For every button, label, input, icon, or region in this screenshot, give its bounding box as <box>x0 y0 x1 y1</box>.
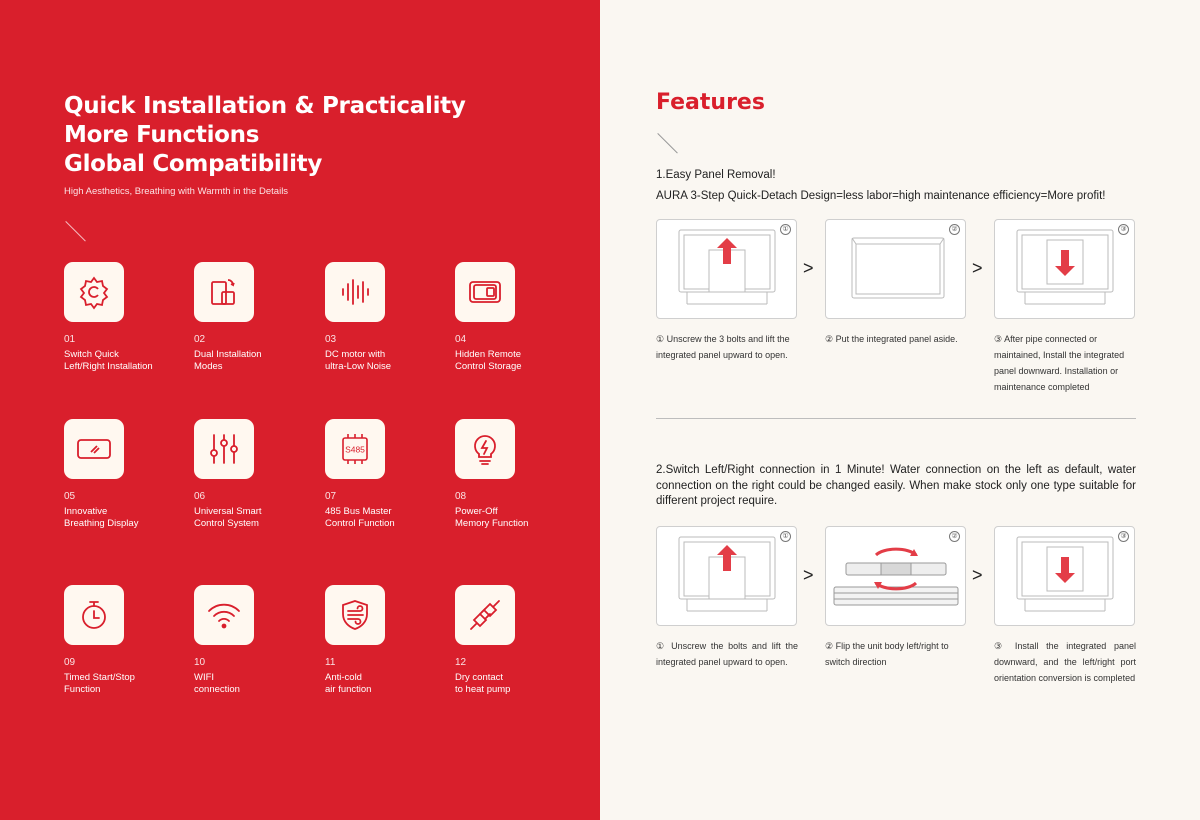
shield-wind-icon <box>325 585 385 645</box>
chevron-right-icon: > <box>972 565 983 585</box>
step-marker: ② <box>949 531 960 542</box>
feature-number: 01 <box>64 334 76 345</box>
feature-number: 04 <box>455 334 467 345</box>
features-title: Features <box>656 90 765 115</box>
feature-02 <box>194 262 314 373</box>
feature-11 <box>325 585 445 696</box>
feature-label: Dry contact to heat pump <box>455 672 511 695</box>
feature-03 <box>325 262 445 373</box>
feature-number: 12 <box>455 657 467 668</box>
step-marker: ② <box>949 224 960 235</box>
sliders-icon <box>194 419 254 479</box>
feature-number: 03 <box>325 334 337 345</box>
feature-number: 10 <box>194 657 206 668</box>
feature-label: Universal Smart Control System <box>194 506 262 529</box>
feature-04 <box>455 262 575 373</box>
feature-05 <box>64 419 184 530</box>
step3b-caption: ③ Install the integrated panel downward, and the left/right port orientation conversion is completed <box>994 641 1136 683</box>
plug-icon <box>455 585 515 645</box>
feature-label: WIFI connection <box>194 672 240 695</box>
step2b-caption: ② Flip the unit body left/right to switch direction <box>825 641 949 667</box>
feature-label: Anti-cold air function <box>325 672 372 695</box>
step2b-image <box>825 526 966 626</box>
step2-caption: ② Put the integrated panel aside. <box>825 334 958 344</box>
feature-label: Dual Installation Modes <box>194 349 262 372</box>
feature-number: 08 <box>455 491 467 502</box>
display-icon <box>64 419 124 479</box>
feature-number: 09 <box>64 657 76 668</box>
headline <box>64 92 466 179</box>
step-marker: ① <box>780 224 791 235</box>
step3b-image <box>994 526 1135 626</box>
step1-caption: ① Unscrew the 3 bolts and lift the integrated panel upward to open. <box>656 334 790 360</box>
section-divider <box>656 418 1136 419</box>
section1-heading: 1.Easy Panel Removal! <box>656 169 776 181</box>
feature-06 <box>194 419 314 530</box>
subtitle: High Aesthetics, Breathing with Warmth in the Details <box>64 186 289 197</box>
wifi-icon <box>194 585 254 645</box>
headline-line-1: Quick Installation & Practicality <box>64 93 466 119</box>
feature-number: 02 <box>194 334 206 345</box>
remote-storage-icon <box>455 262 515 322</box>
step-marker: ③ <box>1118 224 1129 235</box>
feature-label: 485 Bus Master Control Function <box>325 506 395 529</box>
step2-image <box>825 219 966 319</box>
feature-07 <box>325 419 445 530</box>
step1-image <box>656 219 797 319</box>
feature-label: Power-Off Memory Function <box>455 506 529 529</box>
feature-09 <box>64 585 184 696</box>
feature-10 <box>194 585 314 696</box>
feature-number: 06 <box>194 491 206 502</box>
dual-mode-icon <box>194 262 254 322</box>
chevron-right-icon: > <box>972 258 983 278</box>
feature-12 <box>455 585 575 696</box>
step3-image <box>994 219 1135 319</box>
gear-icon <box>64 262 124 322</box>
step1b-image <box>656 526 797 626</box>
feature-08 <box>455 419 575 530</box>
decorative-slash <box>65 221 86 242</box>
step-marker: ① <box>780 531 791 542</box>
right-panel <box>600 0 1200 820</box>
section2-paragraph: 2.Switch Left/Right connection in 1 Minute! Water connection on the left as default, water connection on the right could be changed easily. When make stock only one type suitable for different project require. <box>656 464 1136 507</box>
step-marker: ③ <box>1118 531 1129 542</box>
sound-wave-icon <box>325 262 385 322</box>
step1b-caption: ① Unscrew the bolts and lift the integrated panel upward to open. <box>656 641 798 667</box>
chip-485-icon <box>325 419 385 479</box>
chevron-right-icon: > <box>803 565 814 585</box>
feature-label: Innovative Breathing Display <box>64 506 139 529</box>
headline-line-2: More Functions <box>64 122 260 148</box>
feature-number: 11 <box>325 657 336 668</box>
step3-caption: ③ After pipe connected or maintained, Install the integrated panel downward. Installation or maintenance completed <box>994 334 1125 392</box>
bulb-icon <box>455 419 515 479</box>
feature-number: 07 <box>325 491 337 502</box>
feature-label: DC motor with ultra-Low Noise <box>325 349 391 372</box>
feature-number: 05 <box>64 491 76 502</box>
chip-text: S485 <box>345 444 365 455</box>
section1-subheading: AURA 3-Step Quick-Detach Design=less labor=high maintenance efficiency=More profit! <box>656 190 1106 202</box>
feature-label: Switch Quick Left/Right Installation <box>64 349 153 372</box>
chevron-right-icon: > <box>803 258 814 278</box>
feature-label: Hidden Remote Control Storage <box>455 349 522 372</box>
feature-01 <box>64 262 184 373</box>
headline-line-3: Global Compatibility <box>64 151 323 177</box>
timer-icon <box>64 585 124 645</box>
feature-label: Timed Start/Stop Function <box>64 672 135 695</box>
